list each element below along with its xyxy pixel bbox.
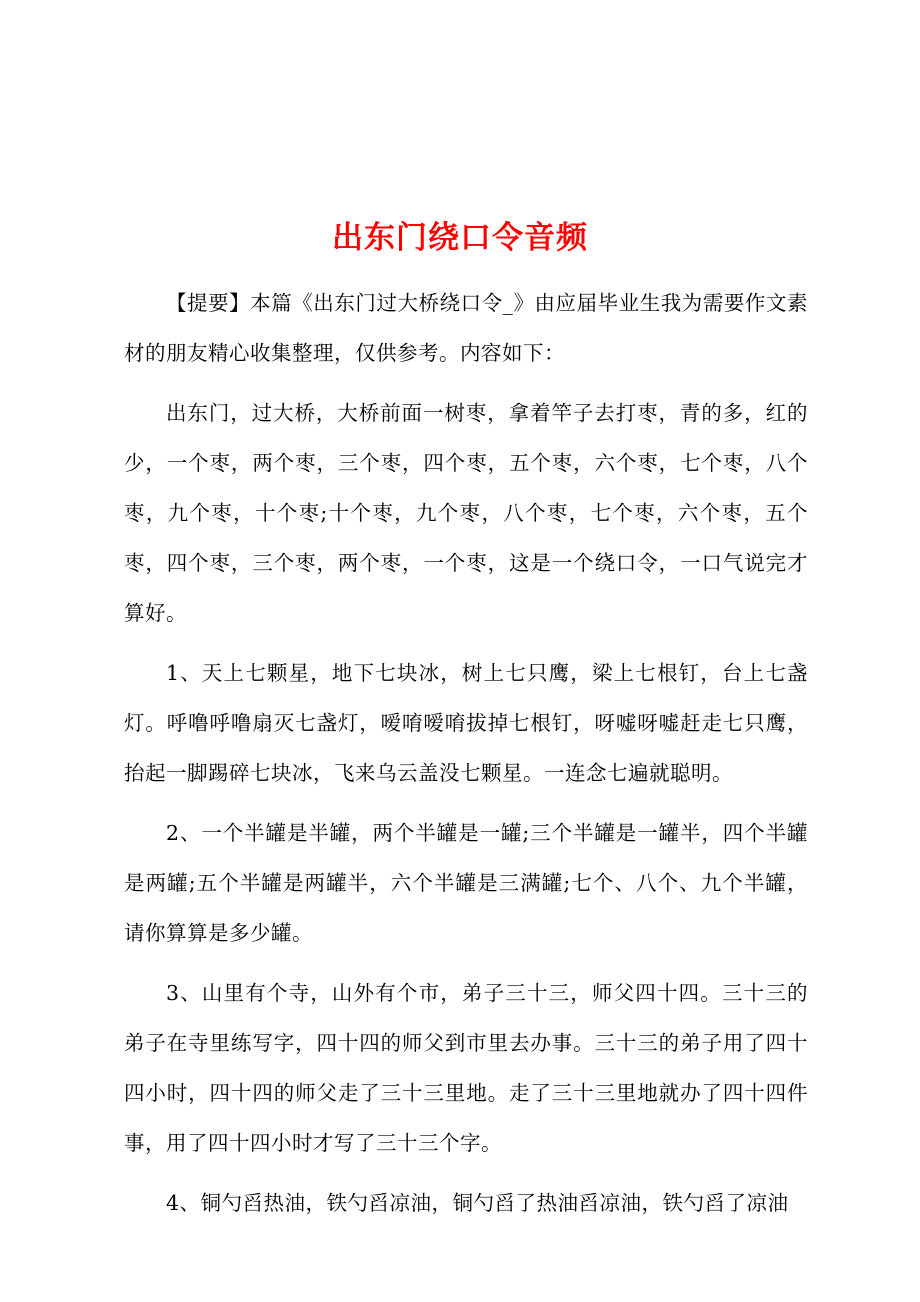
- tongue-twister-1: 1、天上七颗星，地下七块冰，树上七只鹰，梁上七根钉，台上七盏灯。呼噜呼噜扇灭七盏灯，嗳唷嗳唷拔掉七根钉，呀嘘呀嘘赶走七只鹰，抬起一脚踢碎七块冰，飞来乌云盖没七颗星。一连念七遍就聪明。: [124, 661, 808, 785]
- page-title: 出东门绕口令音频: [332, 219, 588, 256]
- tongue-twister-2: 2、一个半罐是半罐，两个半罐是一罐;三个半罐是一罐半，四个半罐是两罐;五个半罐是两罐半，六个半罐是三满罐;七个、八个、九个半罐，请你算算是多少罐。: [124, 821, 808, 945]
- tongue-twister-main: 出东门，过大桥，大桥前面一树枣，拿着竿子去打枣，青的多，红的少，一个枣，两个枣，三个枣，四个枣，五个枣，六个枣，七个枣，八个枣，九个枣，十个枣;十个枣，九个枣，八个枣，七个枣，六个枣，五个枣，四个枣，三个枣，两个枣，一个枣，这是一个绕口令，一口气说完才算好。: [124, 401, 808, 625]
- tongue-twister-4: 4、铜勺舀热油，铁勺舀凉油，铜勺舀了热油舀凉油，铁勺舀了凉油: [166, 1191, 789, 1215]
- document-body: [124, 278, 808, 1238]
- summary-paragraph: 【提要】本篇《出东门过大桥绕口令_》由应届毕业生我为需要作文素材的朋友精心收集整理，仅供参考。内容如下：: [124, 291, 808, 365]
- tongue-twister-3: 3、山里有个寺，山外有个市，弟子三十三，师父四十四。三十三的弟子在寺里练写字，四十四的师父到市里去办事。三十三的弟子用了四十四小时，四十四的师父走了三十三里地。走了三十三里地就办了四十四件事，用了四十四小时才写了三十三个字。: [124, 981, 808, 1155]
